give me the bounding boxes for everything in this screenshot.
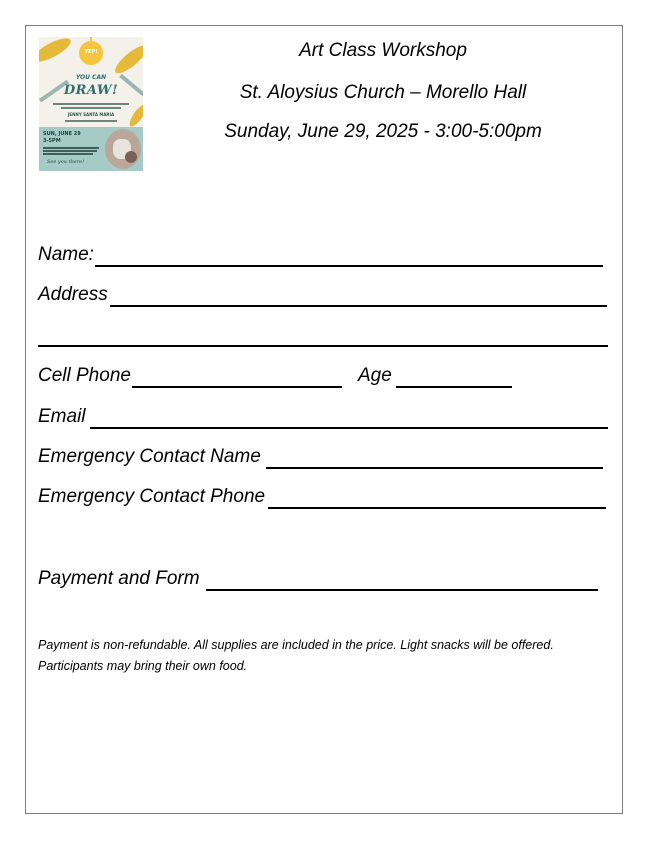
flyer-headline-top: YOU CAN — [75, 74, 107, 81]
payment-note: Payment is non-refundable. All supplies are included in the price. Light snacks will be offered. Participants may bring their own food. — [38, 638, 554, 673]
workshop-datetime: Sunday, June 29, 2025 - 3:00-5:00pm — [224, 121, 542, 142]
emergency-contact-name-label: Emergency Contact Name — [38, 446, 261, 467]
age-line[interactable] — [396, 386, 512, 388]
flyer-photo — [105, 129, 141, 169]
name-line[interactable] — [95, 265, 603, 267]
flyer-instructor: JENNY SANTA MARIA — [67, 112, 115, 117]
emergency-contact-phone-line[interactable] — [268, 507, 606, 509]
cell-phone-label: Cell Phone — [38, 365, 131, 386]
email-line[interactable] — [90, 427, 608, 429]
workshop-flyer-image — [39, 37, 143, 171]
payment-and-form-label: Payment and Form — [38, 568, 200, 589]
cell-phone-line[interactable] — [132, 386, 342, 388]
feather-decoration — [39, 37, 74, 66]
workshop-title: Art Class Workshop — [299, 40, 467, 61]
flyer-text-line — [43, 153, 93, 155]
photo-shade — [125, 151, 137, 163]
flyer-badge: YEP! — [84, 49, 98, 55]
flyer-time: 3-5PM — [43, 138, 61, 144]
flyer-headline: DRAW! — [63, 83, 119, 98]
email-label: Email — [38, 406, 86, 427]
emergency-contact-phone-label: Emergency Contact Phone — [38, 486, 266, 507]
emergency-contact-name-line[interactable] — [266, 467, 603, 469]
workshop-location: St. Aloysius Church – Morello Hall — [239, 82, 527, 103]
address-label: Address — [38, 284, 108, 305]
age-label: Age — [358, 365, 392, 386]
flyer-text-line — [43, 147, 99, 149]
flyer-date: SUN, JUNE 29 — [43, 131, 81, 137]
flyer-text-line — [53, 103, 129, 105]
flyer-text-line — [65, 120, 117, 122]
flyer-text-line — [61, 107, 121, 109]
name-label: Name: — [38, 244, 94, 265]
flyer-text-line — [43, 150, 97, 152]
address-line[interactable] — [110, 305, 607, 307]
feather-decoration — [112, 42, 143, 78]
address-line-2[interactable] — [38, 345, 608, 347]
payment-and-form-line[interactable] — [206, 589, 598, 591]
flyer-signoff: See you there! — [47, 159, 85, 165]
